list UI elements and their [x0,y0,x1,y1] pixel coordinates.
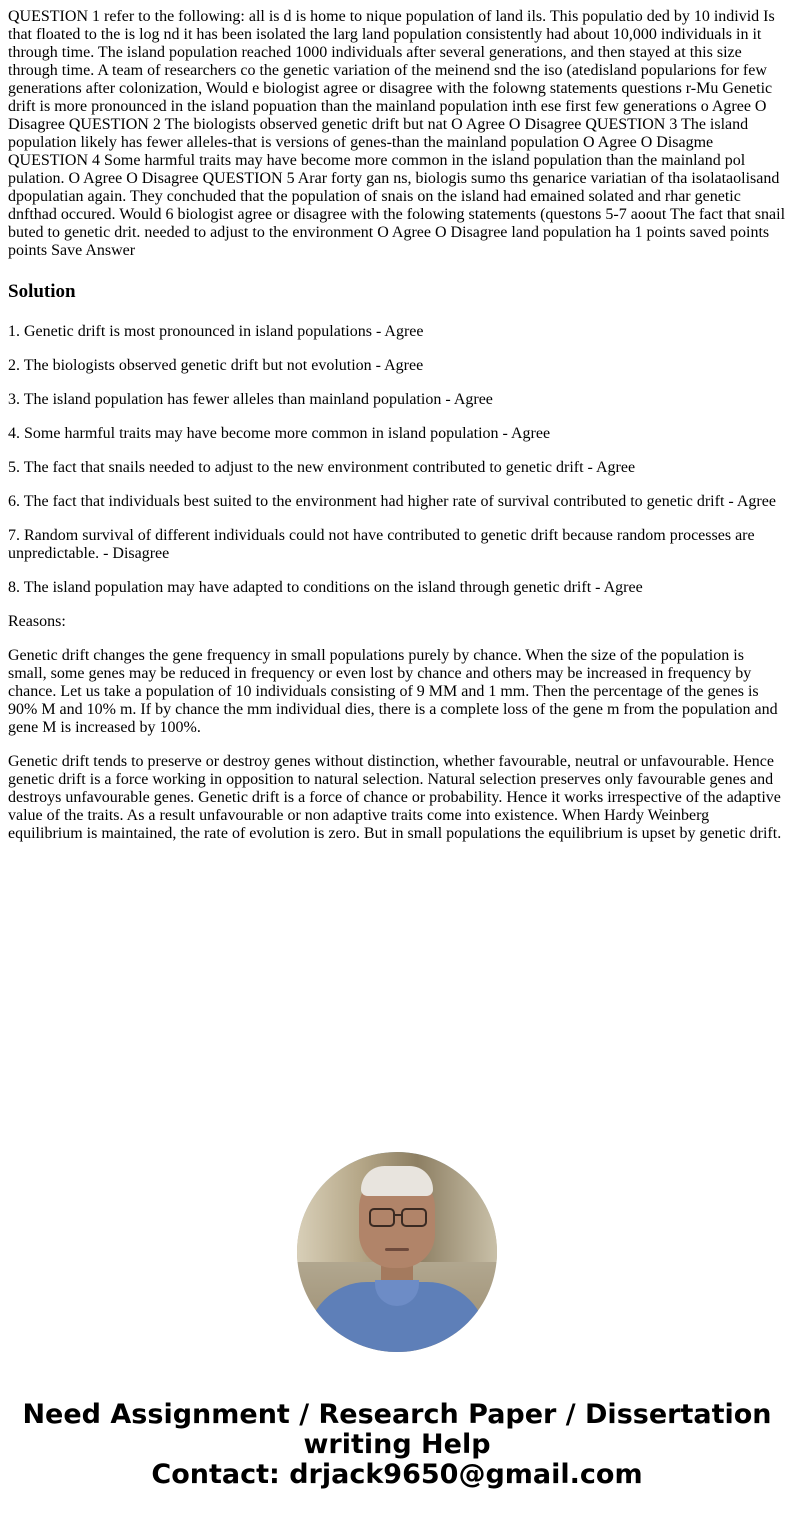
promo-text [0,1400,794,1490]
promo-line-1: Need Assignment / Research Paper / Dissertation [22,1399,772,1430]
promo-footer [0,1152,794,1490]
reason-paragraph: Genetic drift tends to preserve or destroy genes without distinction, whether favourable, neutral or unfavourable. Hence genetic drift is a force working in opposition to natural selection. Natural selection preserves only favourable genes and destroys unfavourable genes. Genetic drift is a force of chance or probability. Hence it works irrespective of the adaptive value of the traits. As a result unfavourable or non adaptive traits come into existence. When Hardy Weinberg equilibrium is maintained, the rate of evolution is zero. But in small populations the equilibrium is upset by genetic drift. [8,753,782,842]
answer-item: 5. The fact that snails needed to adjust to the new environment contributed to genetic drift - Agree [8,459,636,476]
answer-item: 3. The island population has fewer alleles than mainland population - Agree [8,391,493,408]
promo-contact: Contact: drjack9650@gmail.com [151,1459,643,1490]
answer-item: 6. The fact that individuals best suited to the environment had higher rate of survival contributed to genetic drift - Agree [8,493,776,510]
question-text: QUESTION 1 refer to the following: all is d is home to nique population of land ils. This populatio ded by 10 individ Is that floated to the is log nd it has been isolated the larg land population consistently had about 10,000 individuals in it through time. The island population reached 1000 individuals after several generations, and then stayed at this size through time. A team of researchers co the genetic variation of the meinend snd the iso (atedisland popularions for few generations after colonization, Would e biologist agree or disagree with the folowng statements questions r-Mu Genetic drift is more pronounced in the island popuation than the mainland population inth ese first few generations o Agree O Disagree QUESTION 2 The biologists observed genetic drift but nat O Agree O Disagree QUESTION 3 The island population likely has fewer alleles-that is versions of genes-than the mainland population O Agree O Disagme QUESTION 4 Some harmful traits may have become more common in the island population than the mainland pol pulation. O Agree O Disagree QUESTION 5 Arar forty gan ns, biologis sumo ths genarice variatian of tha isolataolisand dpopulatian again. They conchuded that the population of snais on the island had emained solated and rhar genetic dnfthad occured. Would 6 biologist agree or disagree with the folowing statements (questons 5-7 aoout The fact that snail buted to genetic drit. needed to adjust to the environment O Agree O Disagree land population ha 1 points saved points points Save Answer [8,8,786,259]
answer-item: 2. The biologists observed genetic drift but not evolution - Agree [8,357,424,374]
answer-item: 7. Random survival of different individuals could not have contributed to genetic drift because random processes are unpredictable. - Disagree [8,527,755,562]
solution-heading: Solution [8,281,76,302]
author-avatar [297,1152,497,1352]
reasons-label: Reasons: [8,613,66,630]
answer-item: 4. Some harmful traits may have become more common in island population - Agree [8,425,551,442]
reason-paragraph: Genetic drift changes the gene frequency in small populations purely by chance. When the size of the population is small, some genes may be reduced in frequency or even lost by chance and others may be increased in frequency by chance. Let us take a population of 10 individuals consisting of 9 MM and 1 mm. Then the percentage of the genes is 90% M and 10% m. If by chance the mm individual dies, there is a complete loss of the gene m from the population and gene M is increased by 100%. [8,647,778,736]
document-body [8,8,786,859]
promo-line-2: writing Help [303,1429,491,1460]
answer-item: 8. The island population may have adapted to conditions on the island through genetic drift - Agree [8,579,643,596]
answer-item: 1. Genetic drift is most pronounced in island populations - Agree [8,323,424,340]
